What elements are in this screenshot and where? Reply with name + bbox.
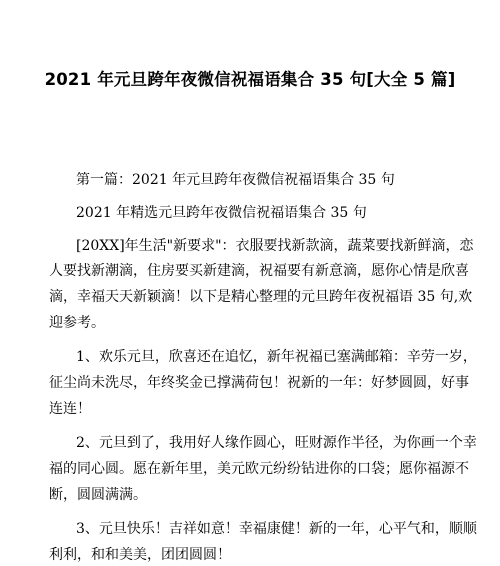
greeting-2-line: 福的同心圆。愿在新年里，美元欧元纷纷钻进你的口袋；愿你福源不 bbox=[49, 461, 469, 477]
greeting-1-line: 连连！ bbox=[49, 401, 91, 417]
greeting-3-line: 3、元旦快乐！吉祥如意！幸福康健！新的一年，心平气和，顺顺 bbox=[76, 521, 477, 537]
intro-paragraph-line: 迎参考。 bbox=[49, 315, 105, 331]
greeting-1-line: 征尘尚未洗尽，年终奖金已撑满荷包！祝新的一年：好梦圆圆，好事 bbox=[49, 375, 469, 391]
greeting-1-line: 1、欢乐元旦，欣喜还在追忆，新年祝福已塞满邮箱：辛劳一岁， bbox=[76, 349, 477, 365]
section-heading: 第一篇：2021 年元旦跨年夜微信祝福语集合 35 句 bbox=[76, 172, 395, 188]
intro-paragraph-line: [20XX]年生活"新要求"：衣服要找新款滴，蔬菜要找新鲜滴，恋 bbox=[76, 238, 474, 254]
subheading: 2021 年精选元旦跨年夜微信祝福语集合 35 句 bbox=[76, 205, 367, 221]
greeting-2-line: 2、元旦到了，我用好人缘作圆心，旺财源作半径，为你画一个幸 bbox=[76, 435, 477, 451]
document-title: 2021 年元旦跨年夜微信祝福语集合 35 句[大全 5 篇] bbox=[44, 70, 456, 89]
greeting-3-line: 利利，和和美美，团团圆圆！ bbox=[49, 547, 231, 563]
greeting-2-line: 断，圆圆满满。 bbox=[49, 487, 147, 503]
intro-paragraph-line: 人要找新潮滴，住房要买新建滴，祝福要有新意滴，愿你心情是欣喜 bbox=[49, 263, 469, 279]
intro-paragraph-line: 滴，幸福天天新颖滴！以下是精心整理的元旦跨年夜祝福语 35 句,欢 bbox=[49, 289, 473, 305]
